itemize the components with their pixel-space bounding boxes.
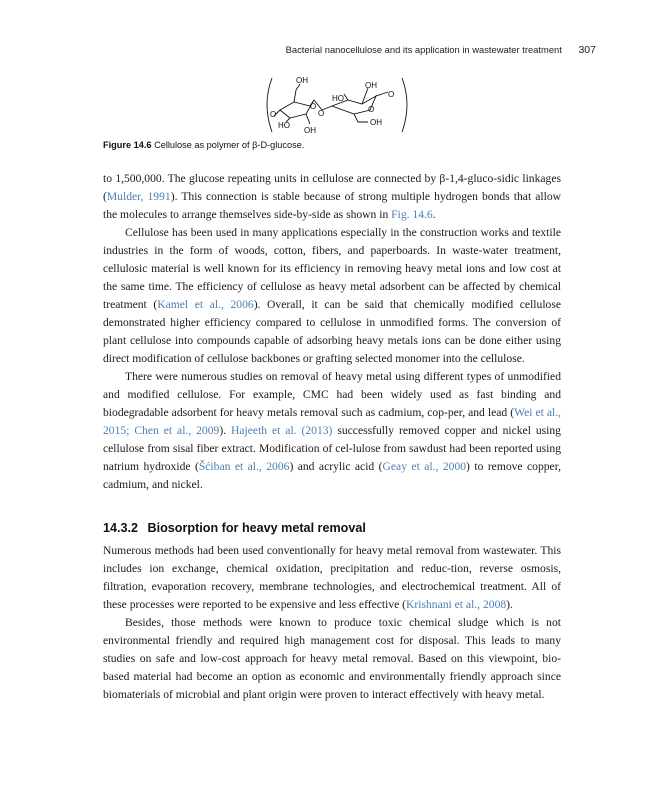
label-oh-bottom: OH: [304, 126, 316, 135]
figure-caption: [103, 140, 304, 150]
paragraph-4: [103, 542, 561, 614]
body-text-bottom: [103, 542, 561, 704]
label-oh-top-left: OH: [296, 76, 308, 85]
para4-text-1: Numerous methods had been used conventionally for heavy metal removal from wastewater. This includes ion exchange, chemical oxidation, precipitation and reduc-tion, reverse osmosis, filtration, evaporation recovery, membrane technologies, and electrochemical treatment. All of these processes were reported to be expensive and less effective (: [103, 544, 561, 611]
label-oh-top-right: OH: [365, 81, 377, 90]
section-title: Biosorption for heavy metal removal: [147, 521, 366, 535]
right-end-bond: [376, 92, 388, 96]
page-number: 307: [578, 44, 596, 56]
right-bracket: [402, 78, 407, 132]
label-ho-bottom: HO: [278, 121, 290, 130]
running-head-title: Bacterial nanocellulose and its application in wastewater treatment: [285, 44, 562, 55]
label-ho-mid: HO: [332, 94, 344, 103]
paragraph-3: [103, 368, 561, 494]
para4-text-2: ).: [506, 598, 513, 611]
body-text-top: [103, 170, 561, 494]
ref-wei-chen[interactable]: Wei et al., 2015; Chen et al., 2009: [103, 406, 562, 437]
cellulose-structure-diagram: [258, 70, 418, 140]
label-o-ring-left: O: [310, 102, 317, 111]
ref-fig-14-6[interactable]: Fig. 14.6: [391, 208, 433, 221]
figure-caption-label: Figure 14.6: [103, 140, 152, 150]
right-oh-bond: [354, 114, 368, 122]
para3-text-1: There were numerous studies on removal of heavy metal using different types of unmodified and modified cellulose. For example, CMC had been widely used as fast binding and biodegradable adsorbent for heavy metals removal such as cadmium, cop-per, and lead (: [103, 370, 561, 419]
para2-text-1: Cellulose has been used in many applications especially in the construction works and textile industries in the form of woods, cotton, fibers, and paperboards. In waste-water treatment, cellulosic material is well known for its efficiency in removing heavy metal ions and low cost at the same time. The efficiency of cellulose as heavy metal adsorbent can be affected by chemical treatment (: [103, 226, 561, 311]
paragraph-5: Besides, those methods were known to produce toxic chemical sludge which is not environmental friendly and required high management cost for disposal. This leads to many studies on safe and low-cost approach for heavy metal removal. Based on this viewpoint, bio-based material had become an option as economic and environmentally friendly approach since biomaterials of microbial and plant origin were proven to interact effectively with heavy metal.: [103, 616, 561, 701]
left-ch2oh-bond: [294, 84, 300, 102]
ref-hajeeth-2013[interactable]: Hajeeth et al. (2013): [231, 424, 333, 437]
para2-text-2: ). Overall, it can be said that chemically modified cellulose demonstrated higher efficiency compared to cellulose in unmodified forms. The conversion of plant cellulose into compounds capable of adsorbing heavy metals ions can be done either using direct modification of cellulose backbones or grafting selected monomer into the cellulose.: [103, 298, 561, 365]
left-glucose-ring: [280, 100, 317, 118]
label-oh-right: OH: [370, 118, 382, 127]
label-o-ring-right: O: [368, 105, 375, 114]
label-o-left-end: O: [270, 110, 277, 119]
paragraph-1: [103, 170, 561, 224]
section-heading: [103, 521, 366, 535]
label-o-right-end: O: [388, 90, 395, 99]
running-head: [100, 44, 596, 56]
cellulose-structure-figure: [258, 70, 418, 140]
ref-geay-2000[interactable]: Geay et al., 2000: [382, 460, 467, 473]
para3-text-4: ) and acrylic acid (: [289, 460, 383, 473]
right-ho-bond: [344, 94, 348, 100]
left-bracket: [267, 78, 272, 132]
para3-text-2: ).: [219, 424, 232, 437]
ref-kamel-2006[interactable]: Kamel et al., 2006: [157, 298, 254, 311]
para1-text-1: to 1,500,000. The glucose repeating units in cellulose are connected by β-1,4-gluco-sidic linkages (: [103, 172, 561, 203]
ref-sciban-2006[interactable]: Šćiban et al., 2006: [198, 460, 290, 473]
para1-text-3: .: [432, 208, 436, 221]
figure-caption-text: Cellulose as polymer of β-D-glucose.: [154, 140, 305, 150]
para3-text-5: ) to remove copper, cadmium, and nickel.: [103, 460, 562, 491]
para3-text-3: successfully removed copper and nickel using cellulose from sisal fiber extract. Modification of cel-lulose from sawdust had been reported using natrium hydroxide (: [103, 424, 561, 473]
paragraph-2: [103, 224, 561, 368]
para1-text-2: ). This connection is stable because of strong multiple hydrogen bonds that allow the molecules to arrange themselves side-by-side as shown in: [103, 190, 561, 221]
section-number: 14.3.2: [103, 521, 139, 535]
left-oh-bond: [306, 114, 310, 124]
ref-mulder-1991[interactable]: Mulder, 1991: [106, 190, 171, 203]
ref-krishnani-2008[interactable]: Krishnani et al., 2008: [406, 598, 507, 611]
label-o-glycosidic: O: [318, 109, 325, 118]
